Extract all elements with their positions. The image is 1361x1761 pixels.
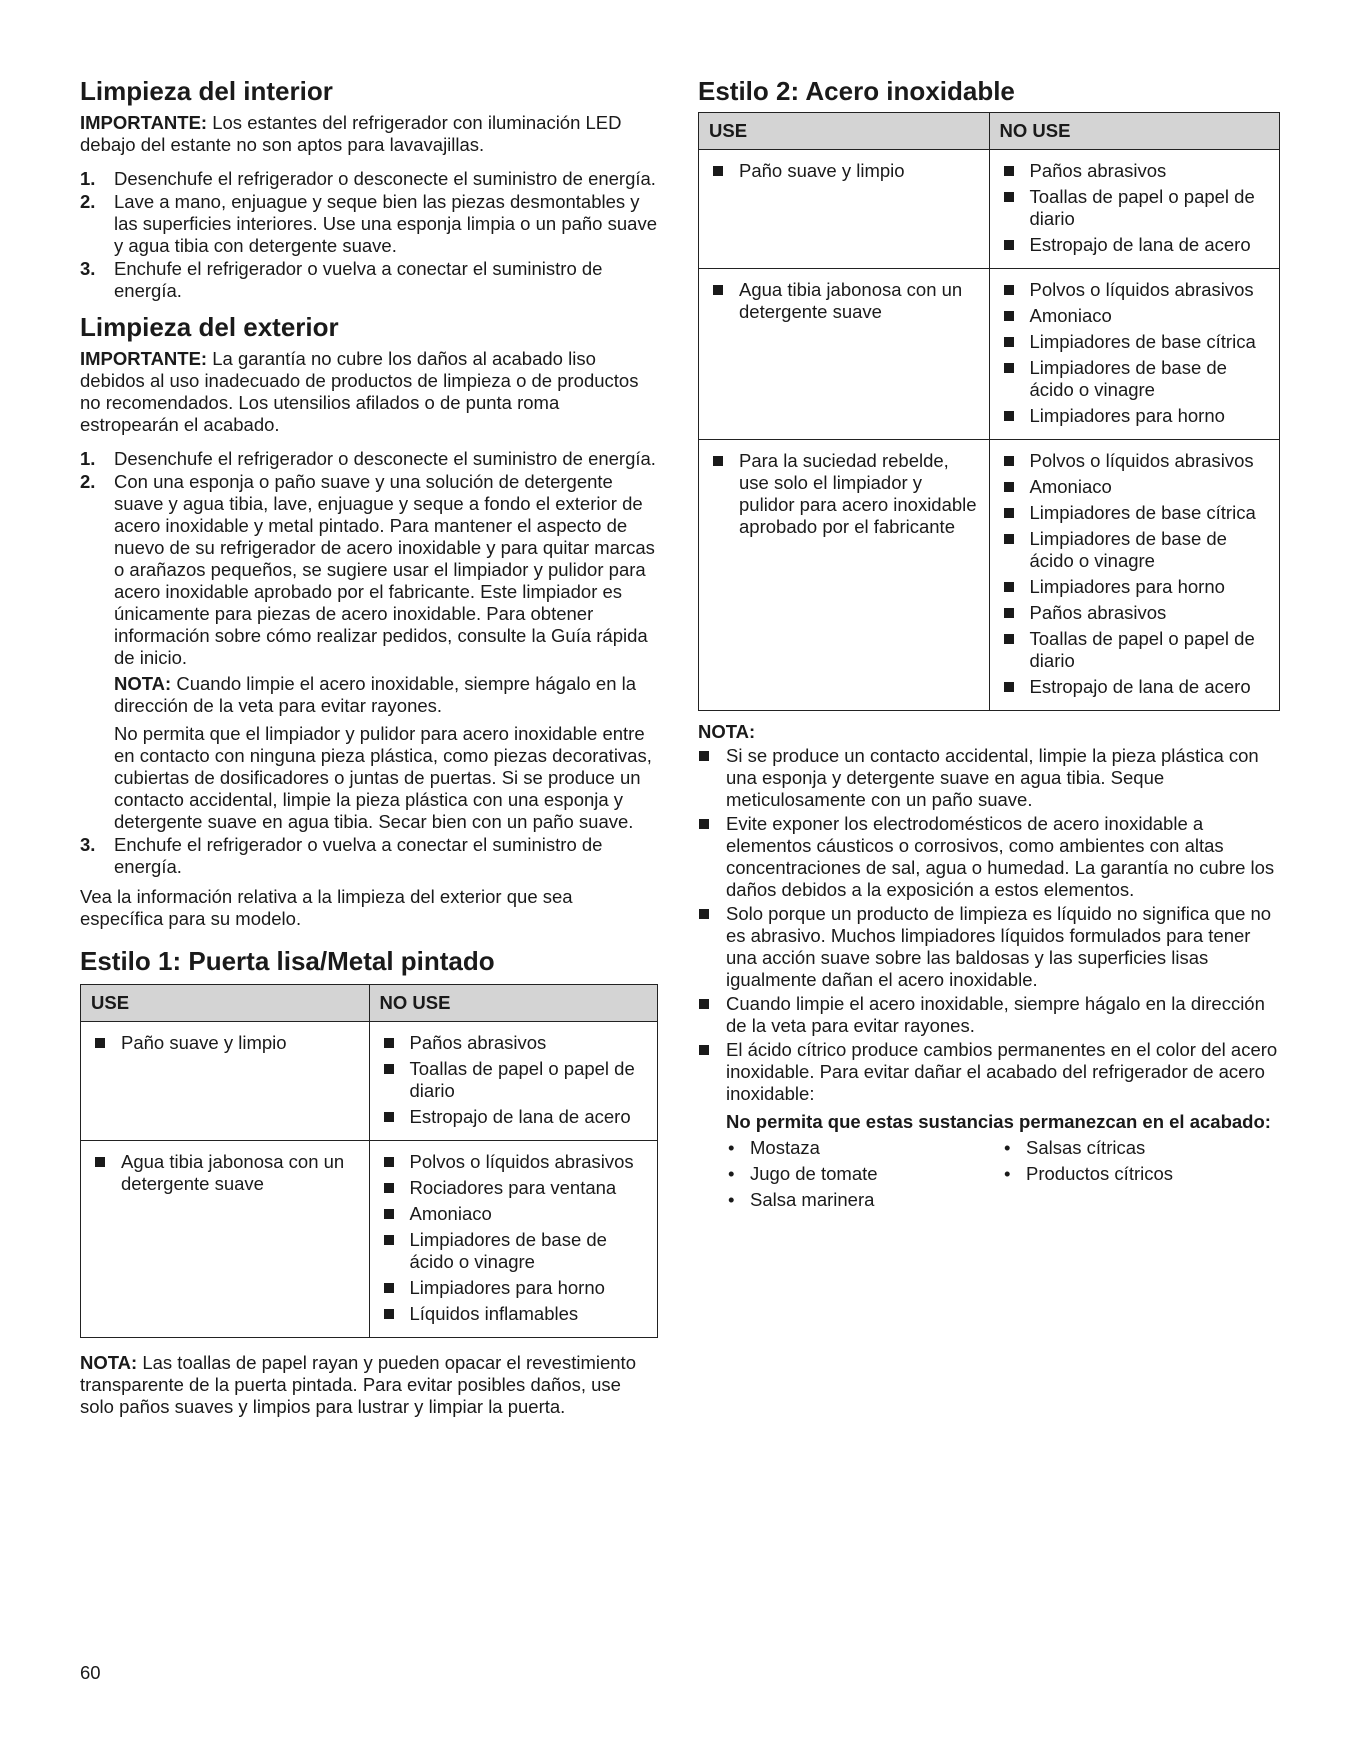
nouse-item: Estropajo de lana de acero <box>382 1106 650 1128</box>
step-text: Desenchufe el refrigerador o desconecte el suministro de energía. <box>114 448 656 469</box>
square-bullet-icon <box>1004 337 1014 347</box>
notes-title: NOTA: <box>698 721 756 742</box>
note-item: Evite exponer los electrodomésticos de acero inoxidable a elementos cáusticos o corrosivos, como ambientes con altas concentraciones de sal, agua o humedad. La garantía no cubre los daños debidos a la exposición a estos elementos. <box>698 813 1280 901</box>
substances-warning: No permita que estas sustancias permanezcan en el acabado: <box>726 1111 1271 1132</box>
nouse-item: Limpiadores de base cítrica <box>1002 331 1272 353</box>
table-row <box>699 150 1280 269</box>
square-bullet-icon <box>1004 311 1014 321</box>
square-bullet-icon <box>1004 482 1014 492</box>
table-row <box>81 1022 658 1141</box>
step-item <box>80 448 658 470</box>
use-item: Paño suave y limpio <box>93 1032 361 1054</box>
square-bullet-icon <box>699 819 709 829</box>
square-bullet-icon <box>713 166 723 176</box>
use-item: Agua tibia jabonosa con un detergente suave <box>93 1151 361 1195</box>
step-text: Desenchufe el refrigerador o desconecte el suministro de energía. <box>114 168 656 189</box>
square-bullet-icon <box>384 1183 394 1193</box>
square-bullet-icon <box>384 1112 394 1122</box>
square-bullet-icon <box>384 1157 394 1167</box>
table-row <box>699 440 1280 711</box>
substance-item: • Jugo de tomate <box>728 1163 878 1184</box>
square-bullet-icon <box>1004 363 1014 373</box>
use-cell <box>699 440 990 711</box>
important-text: Los estantes del refrigerador con iluminación LED debajo del estante no son aptos para lavavajillas. <box>80 112 622 155</box>
note-text: Las toallas de papel rayan y pueden opacar el revestimiento transparente de la puerta pintada. Para evitar posibles daños, use solo paños suaves y limpios para lustrar y limpiar la puerta. <box>80 1352 636 1417</box>
use-cell <box>81 1022 370 1141</box>
step-number: 1. <box>80 168 96 189</box>
square-bullet-icon <box>713 456 723 466</box>
square-bullet-icon <box>1004 582 1014 592</box>
step-text: Enchufe el refrigerador o vuelva a conectar el suministro de energía. <box>114 258 603 301</box>
style1-table <box>80 984 658 1338</box>
square-bullet-icon <box>1004 456 1014 466</box>
step-item <box>80 471 658 833</box>
table-header-row <box>81 985 658 1022</box>
square-bullet-icon <box>699 751 709 761</box>
square-bullet-icon <box>384 1038 394 1048</box>
dot-bullet-icon: • <box>728 1189 735 1210</box>
dot-bullet-icon: • <box>728 1137 735 1158</box>
nouse-item: Limpiadores de base de ácido o vinagre <box>1002 357 1272 401</box>
nouse-header: NO USE <box>369 985 658 1022</box>
step-number: 2. <box>80 471 96 492</box>
nouse-item: Amoniaco <box>382 1203 650 1225</box>
square-bullet-icon <box>1004 682 1014 692</box>
use-header: USE <box>699 113 990 150</box>
square-bullet-icon <box>1004 508 1014 518</box>
note-label: NOTA: <box>80 1352 138 1373</box>
note-item: Cuando limpie el acero inoxidable, siempre hágalo en la dirección de la veta para evitar rayones. <box>698 993 1280 1037</box>
nouse-item: Estropajo de lana de acero <box>1002 676 1272 698</box>
square-bullet-icon <box>1004 285 1014 295</box>
table-row <box>699 269 1280 440</box>
use-item: Paño suave y limpio <box>711 160 981 182</box>
note-text: Cuando limpie el acero inoxidable, siempre hágalo en la dirección de la veta para evitar rayones. <box>114 673 637 716</box>
substance-item: • Productos cítricos <box>1004 1163 1174 1184</box>
table-row <box>81 1141 658 1338</box>
square-bullet-icon <box>1004 608 1014 618</box>
step-note <box>114 673 658 717</box>
step-extra: No permita que el limpiador y pulidor para acero inoxidable entre en contacto con ninguna pieza plástica, como piezas decorativas, cubiertas de dosificadores o juntas de puertas. Si se produce un contacto accidental, limpie la pieza plástica con una esponja y detergente suave en agua tibia. Secar bien con un paño suave. <box>114 723 652 832</box>
nouse-header: NO USE <box>989 113 1280 150</box>
step-item <box>80 834 658 878</box>
nouse-item: Limpiadores para horno <box>1002 405 1272 427</box>
nouse-item: Polvos o líquidos abrasivos <box>382 1151 650 1173</box>
nouse-cell <box>369 1022 658 1141</box>
nouse-item: Amoniaco <box>1002 476 1272 498</box>
nouse-cell <box>989 269 1280 440</box>
notes-list <box>698 745 1280 1105</box>
right-column <box>698 76 1280 1215</box>
nouse-item: Limpiadores de base de ácido o vinagre <box>382 1229 650 1273</box>
substances-right <box>1002 1137 1278 1215</box>
style1-note <box>80 1352 658 1418</box>
style2-table <box>698 112 1280 711</box>
interior-steps <box>80 168 658 302</box>
step-text: Enchufe el refrigerador o vuelva a conectar el suministro de energía. <box>114 834 603 877</box>
use-cell <box>699 150 990 269</box>
exterior-steps <box>80 448 658 878</box>
nouse-item: Limpiadores para horno <box>1002 576 1272 598</box>
nouse-cell <box>369 1141 658 1338</box>
step-item <box>80 168 658 190</box>
step-item <box>80 191 658 257</box>
square-bullet-icon <box>384 1064 394 1074</box>
square-bullet-icon <box>95 1157 105 1167</box>
nouse-item: Paños abrasivos <box>1002 602 1272 624</box>
square-bullet-icon <box>384 1235 394 1245</box>
square-bullet-icon <box>699 1045 709 1055</box>
dot-bullet-icon: • <box>1004 1163 1011 1184</box>
important-label: IMPORTANTE: <box>80 112 208 133</box>
step-number: 2. <box>80 191 96 212</box>
nouse-item: Rociadores para ventana <box>382 1177 650 1199</box>
substance-item: • Salsa marinera <box>728 1189 875 1210</box>
nouse-item: Líquidos inflamables <box>382 1303 650 1325</box>
step-number: 3. <box>80 834 96 855</box>
style2-title: Estilo 2: Acero inoxidable <box>698 76 1015 106</box>
table-header-row <box>699 113 1280 150</box>
square-bullet-icon <box>1004 411 1014 421</box>
note-item: Solo porque un producto de limpieza es líquido no significa que no es abrasivo. Muchos limpiadores líquidos formulados para tener una acción suave sobre las baldosas y las superficies lisas igualmente dañan el acero inoxidable. <box>698 903 1280 991</box>
use-item: Para la suciedad rebelde, use solo el limpiador y pulidor para acero inoxidable aprobado por el fabricante <box>711 450 981 538</box>
dot-bullet-icon: • <box>1004 1137 1011 1158</box>
square-bullet-icon <box>1004 166 1014 176</box>
nouse-cell <box>989 150 1280 269</box>
step-item <box>80 258 658 302</box>
dot-bullet-icon: • <box>728 1163 735 1184</box>
exterior-after-text: Vea la información relativa a la limpieza del exterior que sea específica para su modelo. <box>80 886 573 929</box>
nouse-item: Polvos o líquidos abrasivos <box>1002 450 1272 472</box>
nouse-item: Amoniaco <box>1002 305 1272 327</box>
square-bullet-icon <box>1004 534 1014 544</box>
left-column <box>80 76 658 1418</box>
interior-title: Limpieza del interior <box>80 76 333 106</box>
square-bullet-icon <box>699 909 709 919</box>
nouse-item: Paños abrasivos <box>382 1032 650 1054</box>
square-bullet-icon <box>95 1038 105 1048</box>
nouse-item: Limpiadores de base de ácido o vinagre <box>1002 528 1272 572</box>
square-bullet-icon <box>1004 240 1014 250</box>
nouse-item: Limpiadores para horno <box>382 1277 650 1299</box>
nouse-item: Estropajo de lana de acero <box>1002 234 1272 256</box>
step-number: 1. <box>80 448 96 469</box>
use-cell <box>699 269 990 440</box>
exterior-important <box>80 348 658 436</box>
exterior-title: Limpieza del exterior <box>80 312 339 342</box>
page-number: 60 <box>80 1662 101 1683</box>
square-bullet-icon <box>384 1209 394 1219</box>
nouse-cell <box>989 440 1280 711</box>
square-bullet-icon <box>699 999 709 1009</box>
square-bullet-icon <box>1004 634 1014 644</box>
step-number: 3. <box>80 258 96 279</box>
step-text: Con una esponja o paño suave y una solución de detergente suave y agua tibia, lave, enjuague y seque a fondo el exterior de acero inoxidable y metal pintado. Para mantener el aspecto de nuevo de su refrigerador de acero inoxidable y para quitar marcas o arañazos pequeños, se sugiere usar el limpiador y pulidor para acero inoxidable aprobado por el fabricante. Este limpiador es únicamente para piezas de acero inoxidable. Para obtener información sobre cómo realizar pedidos, consulte la Guía rápida de inicio. <box>114 471 655 668</box>
square-bullet-icon <box>384 1309 394 1319</box>
note-label: NOTA: <box>114 673 172 694</box>
substance-item: • Salsas cítricas <box>1004 1137 1146 1158</box>
note-item: El ácido cítrico produce cambios permanentes en el color del acero inoxidable. Para evitar dañar el acabado del refrigerador de acero inoxidable: <box>698 1039 1280 1105</box>
substances-left <box>726 1137 1002 1215</box>
substances-list <box>726 1137 1280 1215</box>
important-text: La garantía no cubre los daños al acabado liso debidos al uso inadecuado de productos de limpieza o de productos no recomendados. Los utensilios afilados o de punta roma estropearán el acabado. <box>80 348 639 435</box>
square-bullet-icon <box>384 1283 394 1293</box>
style1-title: Estilo 1: Puerta lisa/Metal pintado <box>80 946 495 976</box>
nouse-item: Paños abrasivos <box>1002 160 1272 182</box>
nouse-item: Toallas de papel o papel de diario <box>1002 186 1272 230</box>
use-item: Agua tibia jabonosa con un detergente suave <box>711 279 981 323</box>
nouse-item: Limpiadores de base cítrica <box>1002 502 1272 524</box>
step-text: Lave a mano, enjuague y seque bien las piezas desmontables y las superficies interiores. Use una esponja limpia o un paño suave y agua tibia con detergente suave. <box>114 191 657 256</box>
use-header: USE <box>81 985 370 1022</box>
square-bullet-icon <box>1004 192 1014 202</box>
substance-item: • Mostaza <box>728 1137 820 1158</box>
nouse-item: Toallas de papel o papel de diario <box>1002 628 1272 672</box>
note-item: Si se produce un contacto accidental, limpie la pieza plástica con una esponja y detergente suave en agua tibia. Seque meticulosamente con un paño suave. <box>698 745 1280 811</box>
nouse-item: Polvos o líquidos abrasivos <box>1002 279 1272 301</box>
square-bullet-icon <box>713 285 723 295</box>
use-cell <box>81 1141 370 1338</box>
important-label: IMPORTANTE: <box>80 348 208 369</box>
nouse-item: Toallas de papel o papel de diario <box>382 1058 650 1102</box>
interior-important <box>80 112 658 156</box>
